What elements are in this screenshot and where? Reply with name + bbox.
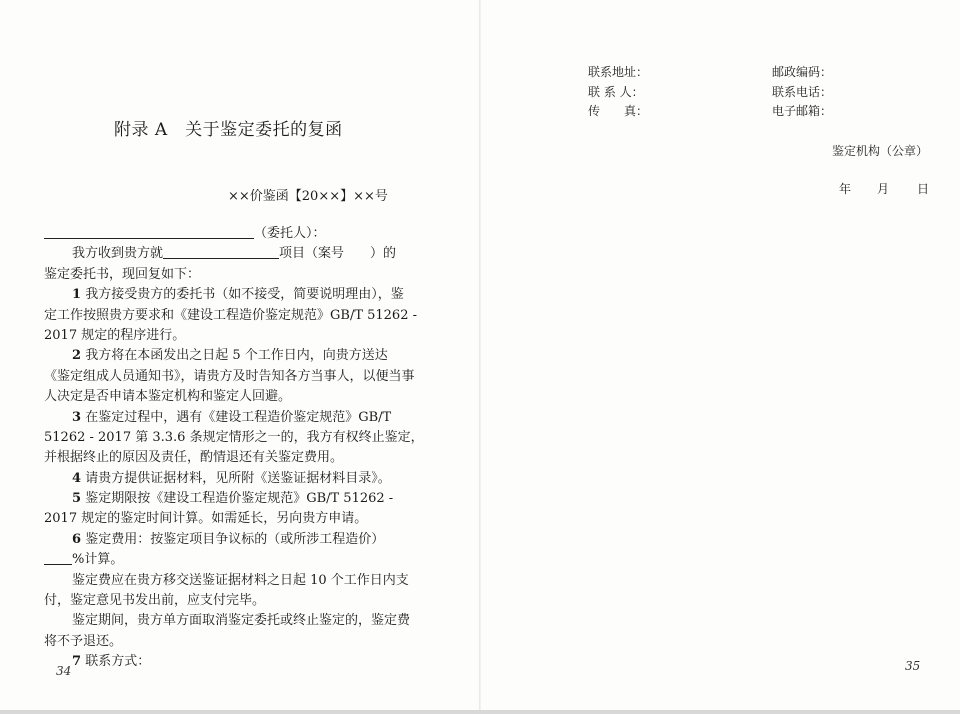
addressee-line (44, 224, 416, 244)
item-5-line-2: 2017 规定的鉴定时间计算。如需延长，另向贵方申请。 (44, 511, 368, 527)
item-5-text: 鉴定期限按《建设工程造价鉴定规范》GB/T 51262 - (85, 491, 394, 507)
item-2-text: 我方将在本函发出之日起 5 个工作日内，向贵方送达 (85, 348, 388, 364)
project-blank (163, 244, 279, 259)
item-4-text: 请贵方提供证据材料，见所附《送鉴证据材料目录》。 (85, 470, 391, 486)
page-bottom-edge (0, 710, 960, 714)
fee-line-2: 付，鉴定意见书发出前，应支付完毕。 (44, 593, 266, 609)
letter-number: ××价鉴函【20××】××号 (228, 189, 388, 204)
item-7-text: 联系方式： (85, 654, 151, 670)
item-6-number: 6 (72, 531, 82, 547)
cancel-line-1: 鉴定期间，贵方单方面取消鉴定委托或终止鉴定的，鉴定费 (72, 613, 411, 629)
fee-line-1: 鉴定费应在贵方移交送鉴证据材料之日起 10 个工作日内支 (72, 572, 409, 588)
item-6-text: 鉴定费用：按鉴定项目争议标的（或所涉工程造价） (85, 531, 385, 547)
postcode-label: 邮政编码： (772, 65, 833, 79)
contact-person-label: 联 系 人： (588, 85, 644, 99)
item-4-line-1 (44, 469, 416, 489)
item-6-percent-text: %计算。 (72, 552, 124, 568)
date-day: 日 (917, 182, 930, 196)
item-7-number: 7 (72, 654, 82, 670)
item-3-line-2: 51262 - 2017 第 3.3.6 条规定情形之一的，我方有权终止鉴定， (44, 429, 424, 445)
addressee-blank (44, 224, 254, 239)
item-3-text: 在鉴定过程中，遇有《建设工程造价鉴定规范》GB/T (85, 409, 392, 425)
addressee-suffix: （委托人）： (254, 226, 326, 241)
item-2-line-2: 《鉴定组成人员通知书》，请贵方及时告知各方当事人，以便当事 (44, 368, 415, 384)
item-2-line-3: 人决定是否申请本鉴定机构和鉴定人回避。 (44, 389, 292, 405)
cancel-line-2: 将不予退还。 (44, 633, 123, 649)
item-2-line-1 (44, 346, 416, 366)
item-4-number: 4 (72, 470, 82, 486)
date-month: 月 (877, 182, 890, 196)
fax-label: 传 真： (588, 104, 649, 118)
right-page-number: 35 (905, 659, 921, 673)
date-year: 年 (839, 182, 852, 196)
receipt-text-b: 项目（案号 ）的 (279, 246, 397, 262)
item-3-number: 3 (72, 409, 82, 425)
item-6-line-2 (44, 550, 416, 570)
item-5-number: 5 (72, 491, 82, 507)
item-1-line-2: 定工作按照贵方要求和《建设工程造价鉴定规范》GB/T 51262 - (44, 307, 418, 323)
phone-label: 联系电话： (772, 85, 833, 99)
email-label: 电子邮箱： (772, 104, 833, 118)
item-1-text: 我方接受贵方的委托书（如不接受，简要说明理由），鉴 (85, 287, 404, 303)
item-3-line-3: 并根据终止的原因及责任，酌情退还有关鉴定费用。 (44, 450, 344, 466)
item-5-line-1 (44, 489, 416, 509)
receipt-line-2: 鉴定委托书，现回复如下： (44, 266, 201, 282)
item-7-line-1 (44, 652, 416, 672)
item-6-line-1 (44, 530, 416, 550)
item-1-line-3: 2017 规定的程序进行。 (44, 327, 186, 343)
percentage-blank (44, 550, 72, 565)
left-page-number: 34 (56, 664, 72, 678)
address-label: 联系地址： (588, 65, 649, 79)
letter-body (44, 224, 424, 673)
right-page (480, 0, 960, 714)
item-3-line-1 (44, 408, 416, 428)
receipt-line-1 (44, 244, 416, 264)
item-1-number: 1 (72, 287, 82, 303)
appendix-title: 附录 A 关于鉴定委托的复函 (114, 120, 343, 140)
item-1-line-1 (44, 285, 416, 305)
seal-label: 鉴定机构（公章） (832, 144, 929, 158)
receipt-text-a: 我方收到贵方就 (72, 246, 164, 262)
item-2-number: 2 (72, 348, 82, 364)
